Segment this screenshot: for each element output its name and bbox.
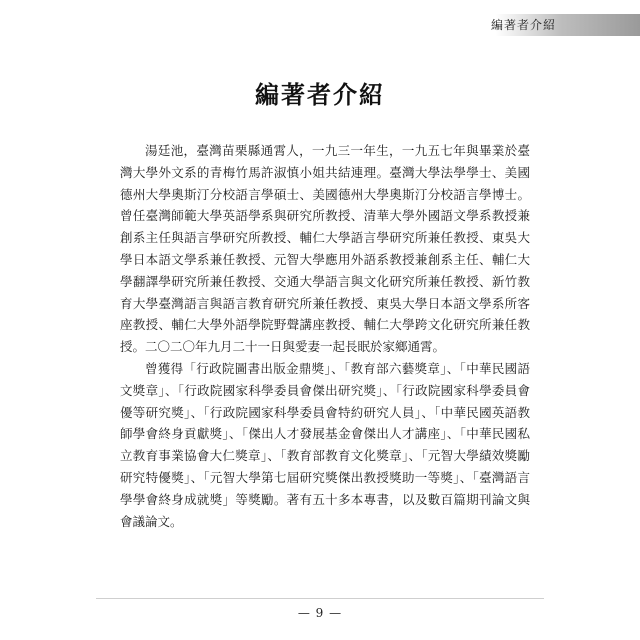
page-title: 編著者介紹 (255, 80, 385, 109)
page-number: — 9 — (297, 606, 343, 620)
awards-paragraph: 曾獲得「行政院圖書出版金鼎獎」、「教育部六藝獎章」、「中華民國語文獎章」、「行政院國家科學委員會傑出研究獎」、「行政院國家科學委員會優等研究獎」、「行政院國家科學委員會特約研究人員」、「中華民國英語教師學會終身貢獻獎」、「傑出人才發展基金會傑出人才講座」、「中華民國私立教育事業協會大仁獎章」、「教育部教育文化獎章」、「元智大學績效獎勵研究特優獎」、「元智大學第七屆研究獎傑出教授獎助一等獎」、「臺灣語言學學會終身成就獎」等獎勵。著有五十多本專書，以及數百篇期刊論文與會議論文。 (120, 360, 530, 529)
running-header (434, 14, 640, 36)
running-header-label: 編著者介紹 (490, 18, 556, 32)
footer-divider (96, 598, 544, 599)
biography-body (120, 140, 530, 532)
biography-paragraph: 湯廷池，臺灣苗栗縣通霄人，一九三一年生，一九五七年與畢業於臺灣大學外文系的青梅竹馬許淑慎小姐共結連理。臺灣大學法學學士、美國德州大學奧斯汀分校語言學碩士、美國德州大學奧斯汀分校語言學博士。曾任臺灣師範大學英語學系與研究所教授、清華大學外國語文學系教授兼創系主任與語言學研究所教授、輔仁大學語言學研究所兼任教授、東吳大學日本語文學系兼任教授、元智大學應用外語系教授兼創系主任、輔仁大學翻譯學研究所兼任教授、交通大學語言與文化研究所兼任教授、新竹教育大學臺灣語言與語言教育研究所兼任教授、東吳大學日本語文學系所客座教授、輔仁大學外語學院野聲講座教授、輔仁大學跨文化研究所兼任教授。二〇二〇年九月二十一日與愛妻一起長眠於家鄉通霄。 (120, 143, 530, 355)
